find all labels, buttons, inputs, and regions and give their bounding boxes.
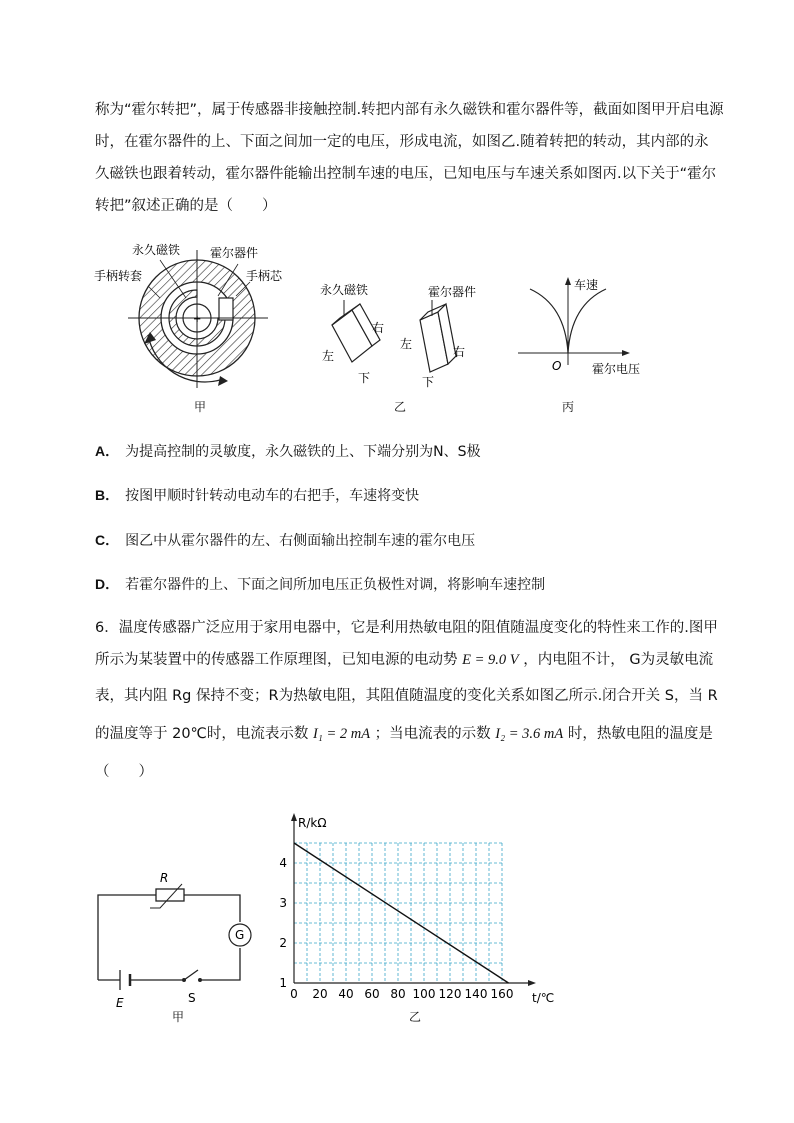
yi-hall-left: 左 [400,337,413,351]
yi-magnet-title: 永久磁铁 [320,283,369,297]
caption-circuit: 甲 [171,1010,184,1024]
chart-x-tick-label: 140 [464,987,488,1001]
chart-y-tick-label: 1 [279,976,287,990]
thermistor-symbol [156,889,184,901]
option-c-text: 图乙中从霍尔器件的左、右侧面输出控制车速的霍尔电压 [125,533,476,549]
label-grip-core: 手柄芯 [246,269,283,283]
circuit-s-label: S [188,991,196,1005]
q6-line-2 [95,650,713,670]
q6-line-4 [95,724,713,744]
caption-bing: 丙 [561,400,574,414]
chart-x-axis-arrow [528,980,536,986]
q6-line-4b: ；当电流表的示数 [374,726,491,742]
q6-i2: I₂ = 3.6 mA [495,726,564,742]
caption-yi: 乙 [393,400,406,414]
chart-x-tick-label: 80 [390,987,406,1001]
chart-x-tick-label: 20 [312,987,328,1001]
option-b-key: B． [95,487,120,503]
yi-magnet-right: 右 [372,321,385,335]
option-b-text: 按图甲顺时针转动电动车的右把手，车速将变快 [125,488,420,504]
q5-line-2: 时，在霍尔器件的上、下面之间加一定的电压，形成电流，如图乙.随着转把的转动，其内部的永 [95,134,709,150]
yi-magnet-down: 下 [358,371,371,385]
bing-origin: O [552,359,562,373]
q6-line-2c: G为灵敏电流 [629,652,714,668]
chart-x-tick-label: 160 [490,987,514,1001]
label-hall-device: 霍尔器件 [210,246,259,260]
chart-y-axis-label: R/kΩ [298,816,327,830]
q6-line-2b: ，内电阻不计， [523,652,625,668]
hall-block [420,300,456,372]
switch-symbol [184,970,198,980]
caption-jia: 甲 [193,400,206,414]
yi-hall-right: 右 [453,345,466,359]
chart-y-axis-arrow [291,813,297,821]
figure-bing-graph [510,275,660,385]
chart-x-tick-label: 120 [438,987,462,1001]
option-b[interactable] [95,485,419,505]
yi-magnet-left: 左 [322,349,335,363]
label-grip-sleeve: 手柄转套 [94,269,143,283]
option-c[interactable] [95,530,475,550]
q6-line-5: （ ） [95,764,153,780]
chart-x-tick-label: 100 [412,987,436,1001]
label-magnet: 永久磁铁 [132,243,181,257]
circuit-g-label: G [235,928,245,942]
chart-x-tick-label: 40 [338,987,354,1001]
q6-line-4a: 的温度等于 20℃时，电流表示数 [95,726,309,742]
yi-hall-down: 下 [422,375,435,389]
circuit-r-label: R [160,871,169,885]
q6-line-4c: 时，热敏电阻的温度是 [567,726,713,742]
q6-emf: E = 9.0 V [462,652,519,668]
chart-resistance-temperature [270,805,570,1010]
chart-x-tick-label: 60 [364,987,380,1001]
option-a-text: 为提高控制的灵敏度，永久磁铁的上、下端分别为N、S极 [125,444,481,460]
chart-x-axis-label: t/℃ [532,991,555,1005]
option-a[interactable] [95,441,480,461]
q6-line-2a: 所示为某装置中的传感器工作原理图，已知电源的电动势 [95,652,458,668]
bing-xlabel: 霍尔电压 [592,362,641,376]
q6-line-1: 6．温度传感器广泛应用于家用电器中，它是利用热敏电阻的阻值随温度变化的特性来工作的.图甲 [95,620,718,636]
q5-line-4: 转把”叙述正确的是（ ） [95,198,277,214]
option-a-key: A． [95,443,120,459]
q5-line-3: 久磁铁也跟着转动，霍尔器件能输出控制车速的电压，已知电压与车速关系如图丙.以下关于“霍尔 [95,166,717,182]
yi-hall-title: 霍尔器件 [428,285,477,299]
caption-chart: 乙 [408,1010,421,1024]
option-d-key: D． [95,576,120,592]
q5-line-1: 称为“霍尔转把”，属于传感器非接触控制.转把内部有永久磁铁和霍尔器件等，截面如图甲开启电源 [95,102,724,118]
chart-y-tick-label: 3 [279,896,287,910]
circuit-e-label: E [116,996,124,1010]
chart-y-tick-label: 2 [279,936,287,950]
bing-ylabel: 车速 [574,278,599,292]
figure-circuit [90,870,260,1020]
chart-y-tick-label: 4 [279,856,287,870]
svg-text:+: + [193,314,202,325]
q6-i1: I₁ = 2 mA [312,726,371,742]
figure-jia-grip-section [90,240,300,420]
option-d-text: 若霍尔器件的上、下面之间所加电压正负极性对调，将影响车速控制 [125,577,546,593]
option-c-key: C． [95,532,120,548]
chart-x-tick-label: 0 [290,987,298,1001]
q6-line-3: 表，其内阻 Rg 保持不变；R为热敏电阻，其阻值随温度的变化关系如图乙所示.闭合开关 S，当 R [95,688,718,704]
option-d[interactable] [95,574,545,594]
figure-yi-blocks [310,270,490,395]
